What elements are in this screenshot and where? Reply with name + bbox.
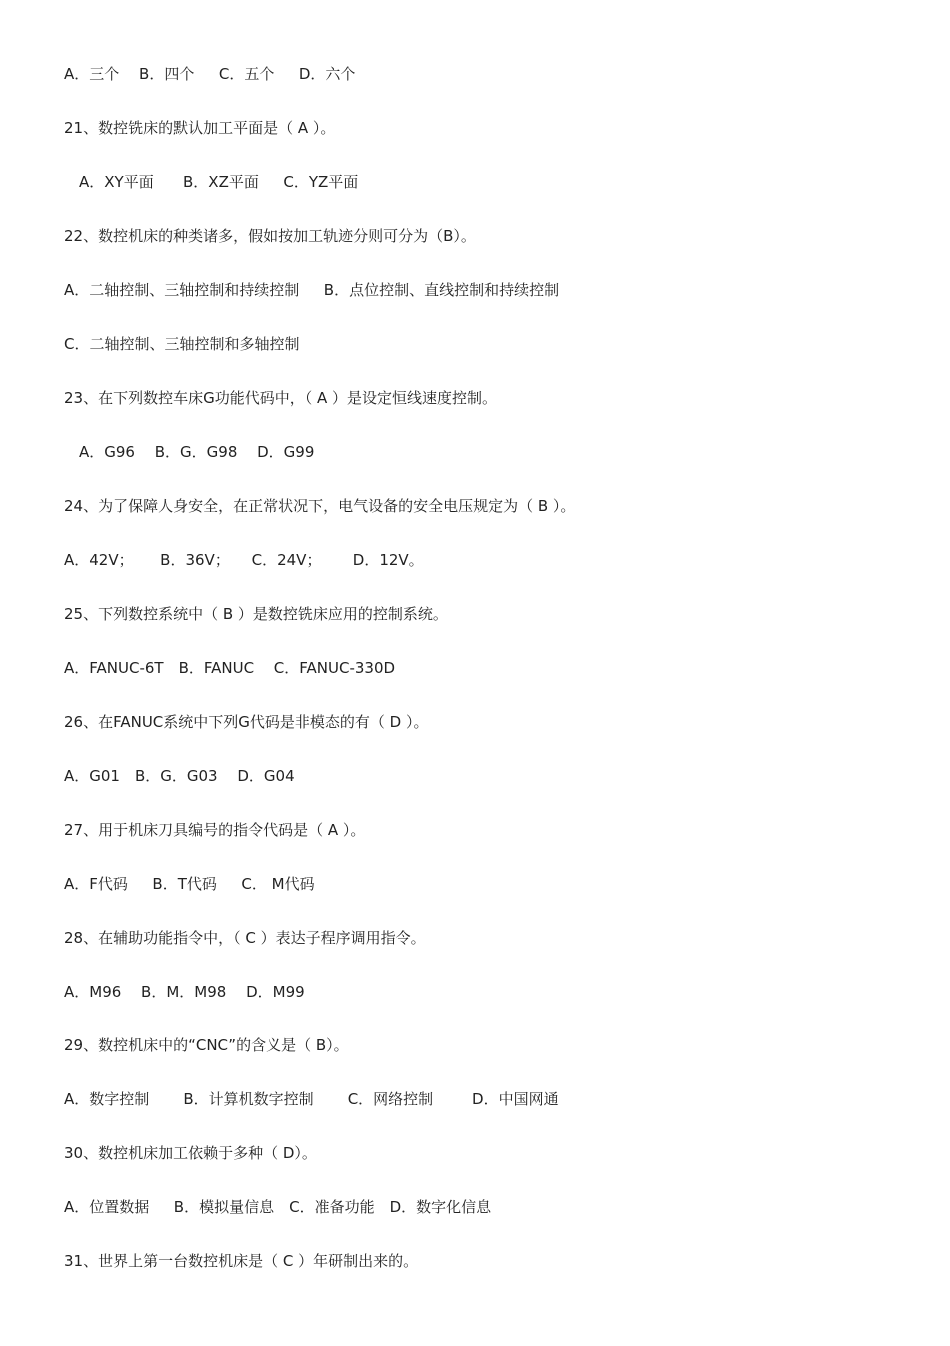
question-29: 29、数控机床中的“CNC”的含义是（ B）。 (64, 1036, 349, 1054)
option-line-22b: C．二轴控制、三轴控制和多轴控制 (64, 335, 300, 353)
question-21: 21、数控铣床的默认加工平面是（ A ）。 (64, 119, 336, 137)
option-line-29: A．数字控制 B．计算机数字控制 C．网络控制 D．中国网通 (64, 1090, 559, 1108)
question-30: 30、数控机床加工依赖于多种（ D）。 (64, 1144, 317, 1162)
option-line-30: A．位置数据 B．模拟量信息 C．准备功能 D．数字化信息 (64, 1198, 492, 1216)
question-24: 24、为了保障人身安全，在正常状况下，电气设备的安全电压规定为（ B ）。 (64, 497, 576, 515)
option-line-21: A．XY平面 B．XZ平面 C．YZ平面 (79, 173, 359, 191)
option-line-28: A．M96 B．M．M98 D．M99 (64, 983, 305, 1001)
question-23: 23、在下列数控车床G功能代码中，（ A ）是设定恒线速度控制。 (64, 389, 498, 407)
option-line-23: A．G96 B．G．G98 D．G99 (79, 443, 315, 461)
option-line-26: A．G01 B．G．G03 D．G04 (64, 767, 295, 785)
question-28: 28、在辅助功能指令中，（ C ）表达子程序调用指令。 (64, 929, 426, 947)
option-line-22a: A．二轴控制、三轴控制和持续控制 B．点位控制、直线控制和持续控制 (64, 281, 560, 299)
option-line-27: A．F代码 B．T代码 C． M代码 (64, 875, 315, 893)
question-26: 26、在FANUC系统中下列G代码是非模态的有（ D ）。 (64, 713, 429, 731)
option-line-20: A．三个 B．四个 C．五个 D．六个 (64, 65, 356, 83)
question-25: 25、下列数控系统中（ B ）是数控铣床应用的控制系统。 (64, 605, 448, 623)
question-22: 22、数控机床的种类诸多，假如按加工轨迹分则可分为（B）。 (64, 227, 476, 245)
option-line-24: A．42V； B．36V； C．24V； D．12V。 (64, 551, 424, 569)
question-27: 27、用于机床刀具编号的指令代码是（ A ）。 (64, 821, 366, 839)
option-line-25: A．FANUC-6T B．FANUC C．FANUC-330D (64, 659, 396, 677)
question-31: 31、世界上第一台数控机床是（ C ）年研制出来的。 (64, 1252, 419, 1270)
